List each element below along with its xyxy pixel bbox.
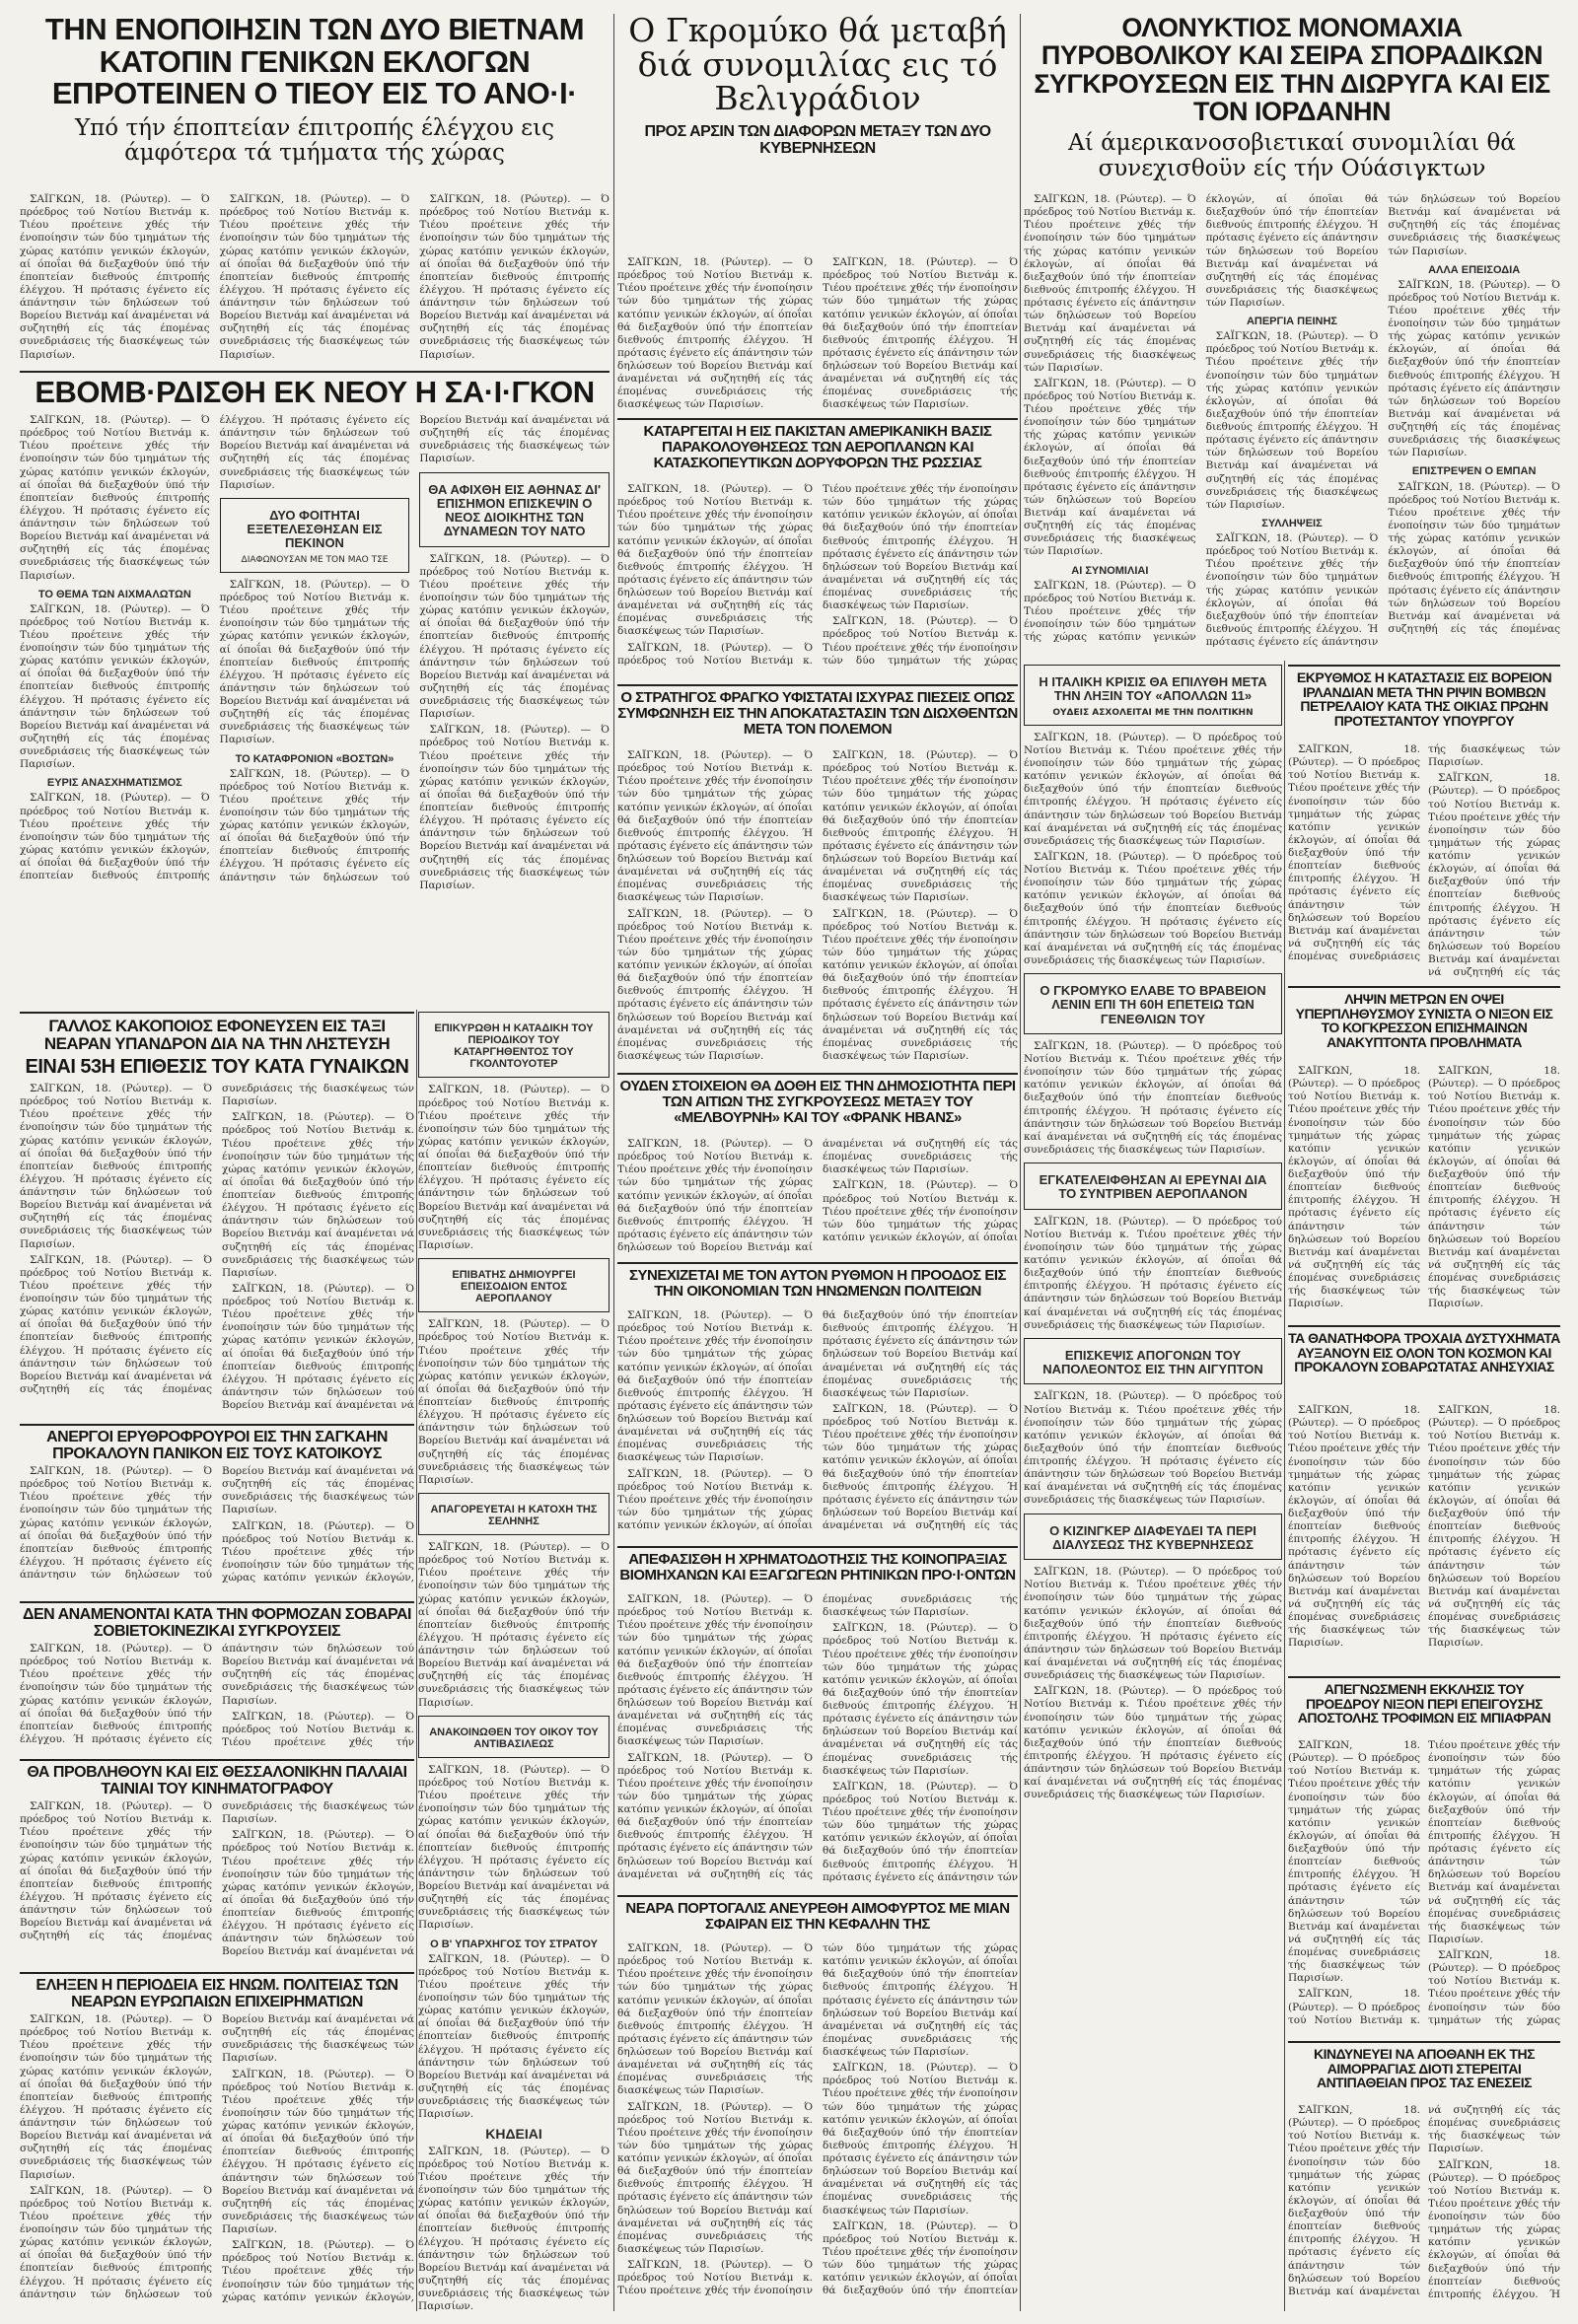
aircraft-headline: ΕΓΚΑΤΕΛΕΙΦΘΗΣΑΝ ΑΙ ΕΡΕΥΝΑΙ ΔΙΑ ΤΟ ΣΥΝΤΡΙΒΕΝ ΑΕΡΟΠΛΑΝΟΝ bbox=[1039, 1172, 1267, 1202]
episodes-subhead: ΑΛΛΑ ΕΠΕΙΣΟΔΙΑ bbox=[1428, 263, 1521, 276]
population-headline: ΛΗΨΙΝ ΜΕΤΡΩΝ ΕΝ ΟΨΕΙ ΥΠΕΡΠΛΗΘΥΣΜΟΥ ΣΥΝΙΣΤΑ Ο ΝΙΞΟΝ ΕΙΣ ΤΟ ΚΟΓΚΡΕΣΣΟΝ ΕΠΙΣΗΜΑΙΝΩΝ ΑΝΑΚΥΠΤΟΝΤΑ ΠΡΟΒΛΗΜΑΤΑ bbox=[1288, 986, 1560, 1050]
body-paragraph: ΣΑΪΓΚΩΝ, 18. (Ρώυτερ). — Ό πρόεδρος τού Νοτίου Βιετνάμ κ. Τιέου προέτεινε χθές τήν ένοποίησιν τών δύο τμημάτων τής χώρας κατόπιν γενικών έκλογών, αί όποΐαι θά διεξαχθούν ύπό τήν έποπτείαν διεθνούς έπιτροπής έλέγχου. Ή πρότασις έγένετο είς άπάντησιν τών δηλώσεων τού Βορείου Βιετνάμ καί άναμένεται νά συζητηθή είς τάς έπομένας συνεδριάσεις τής διασκέψεως τών Παρισίων. bbox=[418, 1541, 610, 1709]
accidents-story bbox=[1288, 1325, 1560, 1374]
column-rule bbox=[416, 1010, 417, 2311]
body-paragraph: ΣΑΪΓΚΩΝ, 18. (Ρώυτερ). — Ό πρόεδρος τού Νοτίου Βιετνάμ κ. Τιέου προέτεινε χθές τήν ένοποίησιν τών δύο τμημάτων τής χώρας κατόπιν γενικών έκλογών, αί όποΐαι θά διεξαχθούν ύπό τήν έποπτείαν διεθνούς έπιτροπής έλέγχου. Ή πρότασις έγένετο είς άπάντησιν τών δηλώσεων τού Βορείου Βιετνάμ καί άναμένεται νά συζητηθή είς τάς έπομένας συνεδριάσεις τής διασκέψεως τών Παρισίων. bbox=[1024, 193, 1196, 374]
body-paragraph: ΣΑΪΓΚΩΝ, 18. (Ρώυτερ). — Ό πρόεδρος τού Νοτίου Βιετνάμ κ. Τιέου προέτεινε χθές τήν ένοποίησιν τών δύο τμημάτων τής χώρας κατόπιν γενικών έκλογών, αί όποΐαι θά διεξαχθούν ύπό τήν έποπτείαν διεθνούς έπιτροπής έλέγχου. Ή πρότασις έγένετο είς άπάντησιν τών δηλώσεων τού Βορείου Βιετνάμ καί άναμένεται νά συζητηθή είς τάς έπομένας συνεδριάσεις τής διασκέψεως τών Παρισίων. bbox=[222, 1111, 414, 1279]
guards-body bbox=[20, 1465, 414, 1593]
accidents-body bbox=[1288, 1404, 1560, 1670]
body-paragraph: ΣΑΪΓΚΩΝ, 18. (Ρώυτερ). — Ό πρόεδρος τού Νοτίου Βιετνάμ κ. Τιέου προέτεινε χθές τήν ένοποίησιν τών δύο τμημάτων τής χώρας κατόπιν γενικών έκλογών, αί όποΐαι θά διεξαχθούν ύπό τήν έποπτείαν διεθνούς έπιτροπής έλέγχου. Ή πρότασις έγένετο είς άπάντησιν τών δηλώσεων τού Βορείου Βιετνάμ καί άναμένεται νά συζητηθή είς τάς έπομένας συνεδριάσεις τής διασκέψεως τών Παρισίων. bbox=[1428, 1404, 1560, 1650]
cinema-body bbox=[20, 1800, 414, 1966]
paris-story bbox=[617, 1895, 1018, 1933]
income-headline: ΣΥΝΕΧΙΖΕΤΑΙ ΜΕ ΤΟΝ ΑΥΤΟΝ ΡΥΘΜΟΝ Η ΠΡΟΟΔΟΣ ΕΙΣ ΤΗΝ ΟΙΚΟΝΟΜΙΑΝ ΤΩΝ ΗΝΩΜΕΝΩΝ ΠΟΛΙΤΕΙΩΝ bbox=[617, 1262, 1018, 1300]
body-paragraph: ΣΑΪΓΚΩΝ, 18. (Ρώυτερ). — Ό πρόεδρος τού Νοτίου Βιετνάμ κ. Τιέου προέτεινε χθές τήν ένοποίησιν τών δύο τμημάτων τής χώρας κατόπιν γενικών έκλογών, bbox=[222, 1519, 414, 1584]
body-paragraph: ΣΑΪΓΚΩΝ, 18. (Ρώυτερ). — Ό πρόεδρος τού Νοτίου Βιετνάμ κ. Τιέου προέτεινε χθές τήν ένοποίησιν τών δύο τμημάτων τής χώρας κατόπιν γενικών έκλογών, αί όποΐαι θά διεξαχθούν ύπό τήν έποπτείαν διεθνούς έπιτροπής έλέγχου. Ή πρότασις έγένετο είς άπάντησιν τών δηλώσεων τού Βορείου Βιετνάμ καί άναμένεται νά συζητηθή είς τάς έπομένας συνεδριάσεις τής διασκέψεως τών Παρισίων. bbox=[20, 2013, 212, 2181]
body-paragraph: ΣΑΪΓΚΩΝ, 18. (Ρώυτερ). — Ό πρόεδρος τού Νοτίου Βιετνάμ κ. Τιέου προέτεινε χθές τήν ένοποίησιν τών δύο τμημάτων τής χώρας κατόπιν γενικών έκλογών, bbox=[222, 2239, 414, 2303]
kiesinger-box bbox=[1024, 1514, 1282, 1561]
body-paragraph: ΣΑΪΓΚΩΝ, 18. (Ρώυτερ). — Ό πρόεδρος τού Νοτίου Βιετνάμ κ. Τιέου προέτεινε χθές τήν ένοποίησιν τών δύο τμημάτων τής χώρας κατόπιν γενικών έκλογών, αί όποΐαι θά διεξαχθούν ύπό τήν έποπτείαν διεθνούς έπιτροπής έλέγχου. Ή πρότασις έγένετο είς άπάντησιν τών δηλώσεων τού Βορείου Βιετνάμ καί άναμένεται νά συζητηθή είς τάς έπομένας συνεδριάσεις τής διασκέψεως τών Παρισίων. bbox=[617, 483, 813, 638]
body-paragraph: ΣΑΪΓΚΩΝ, 18. (Ρώυτερ). — Ό πρόεδρος τού Νοτίου Βιετνάμ κ. Τιέου προέτεινε χθές τήν ένοποίησιν τών δύο τμημάτων τής χώρας κατόπιν γενικών έκλογών, αί όποΐαι θά διεξαχθούν ύπό τήν έποπτείαν διεθνούς έπιτροπής έλέγχου. Ή πρότασις έγένετο είς άπάντησιν τών δηλώσεων τού Βορείου Βιετνάμ καί άναμένεται νά συζητηθή είς τάς έπομένας συνεδριάσεις τής διασκέψεως τών Παρισίων. bbox=[823, 907, 1018, 1062]
body-paragraph: ΣΑΪΓΚΩΝ, 18. (Ρώυτερ). — Ό πρόεδρος τού Νοτίου Βιετνάμ κ. Τιέου προέτεινε χθές τήν ένοποίησιν τών δύο τμημάτων τής χώρας κατόπιν γενικών έκλογών, αί όποΐαι θά διεξαχθούν ύπό τήν έποπτείαν διεθνούς έπιτροπής έλέγχου. Ή πρότασις έγένετο είς άπάντησιν τών δηλώσεων τού Βορείου Βιετνάμ καί άναμένεται νά συζητηθή είς τάς έπομένας συνεδριάσεις τής διασκέψεως τών Παρισίων. bbox=[418, 1084, 610, 1251]
napoleon-box bbox=[1024, 1338, 1282, 1385]
body-paragraph: ΣΑΪΓΚΩΝ, 18. (Ρώυτερ). — Ό πρόεδρος τού Νοτίου Βιετνάμ κ. Τιέου προέτεινε χθές τήν ένοποίησιν τών δύο τμημάτων τής χώρας κατόπιν γενικών έκλογών, αί όποΐαι θά διεξαχθούν ύπό τήν έποπτείαν διεθνούς έπιτροπής έλέγχου. Ή πρότασις έγένετο είς άπάντησιν τών δηλώσεων τού Βορείου Βιετνάμ καί άναμένεται νά συζητηθή είς τάς έπομένας συνεδριάσεις τής διασκέψεως τών Παρισίων. bbox=[617, 2100, 813, 2255]
body-paragraph: ΣΑΪΓΚΩΝ, 18. (Ρώυτερ). — Ό πρόεδρος τού Νοτίου Βιετνάμ κ. Τιέου προέτεινε χθές τήν ένοποίησιν τών δύο τμημάτων τής χώρας κατόπιν γενικών έκλογών, αί όποΐαι θά διεξαχθούν ύπό τήν έποπτείαν διεθνούς έπιτροπής έλέγχου. Ή πρότασις έγένετο είς άπάντησιν τών δηλώσεων τού Βορείου Βιετνάμ καί άναμένεται νά συζητηθή είς τάς έπομένας συνεδριάσεις τής διασκέψεως τών Παρισίων. bbox=[1205, 193, 1560, 649]
pakistan-story bbox=[617, 418, 1018, 470]
body-paragraph: ΣΑΪΓΚΩΝ, 18. (Ρώυτερ). — Ό πρόεδρος τού Νοτίου Βιετνάμ κ. Τιέου προέτεινε χθές τήν ένοποίησιν τών δύο τμημάτων τής χώρας κατόπιν γενικών έκλογών, αί όποΐαι θά διεξαχθούν ύπό τήν έποπτείαν διεθνούς έπιτροπής έλέγχου. Ή πρότασις έγένετο είς άπάντησιν τών δηλώσεων τού Βορείου Βιετνάμ καί άναμένεται νά bbox=[222, 1282, 414, 1411]
ireland-headline: ΕΚΡΥΘΜΟΣ Η ΚΑΤΑΣΤΑΣΙΣ ΕΙΣ ΒΟΡΕΙΟΝ ΙΡΛΑΝΔΙΑΝ ΜΕΤΑ ΤΗΝ ΡΙΨΙΝ ΒΟΜΒΩΝ ΠΕΤΡΕΛΑΙΟΥ ΚΑΤΑ ΤΗΣ ΟΙΚΙΑΣ ΠΡΩΗΝ ΠΡΟΤΕΣΤΑΝΤΟΥ ΥΠΟΥΡΓΟΥ bbox=[1288, 665, 1560, 729]
bombing-body bbox=[20, 414, 610, 1008]
students-box bbox=[220, 498, 410, 573]
ireland-body bbox=[1288, 743, 1560, 980]
body-paragraph: ΣΑΪΓΚΩΝ, 18. (Ρώυτερ). — Ό πρόεδρος τού Νοτίου Βιετνάμ κ. Τιέου προέτεινε χθές τήν bbox=[222, 1710, 414, 1748]
body-paragraph: ΣΑΪΓΚΩΝ, 18. (Ρώυτερ). — Ό πρόεδρος τού Νοτίου Βιετνάμ κ. Τιέου προέτεινε χθές τήν ένοποίησιν τών δύο τμημάτων τής χώρας κατόπιν γενικών έκλογών, αί όποΐαι θά διεξαχθούν ύπό τήν έποπτείαν διεθνούς έπιτροπής έλέγχου. Ή πρότασις έγένετο είς άπάντησιν τών δηλώσεων τού Βορείου Βιετνάμ καί άναμένεται νά συζητηθή είς τάς έπομένας συνεδριάσεις τής διασκέψεως τών Παρισίων. bbox=[419, 193, 610, 361]
body-paragraph: ΣΑΪΓΚΩΝ, 18. (Ρώυτερ). — Ό πρόεδρος τού Νοτίου Βιετνάμ κ. Τιέου προέτεινε χθές τήν ένοποίησιν τών δύο τμημάτων τής χώρας κατόπιν γενικών έκλογών, αί όποΐαι θά διεξαχθούν ύπό τήν έποπτείαν διεθνούς έπιτροπής έλέγχου. Ή πρότασις έγένετο είς άπάντησιν τών δηλώσεων τού Βορείου Βιετνάμ καί άναμένεται νά συζητηθή είς τάς έπομένας συνεδριάσεις τής διασκέψεως τών Παρισίων. bbox=[1288, 1404, 1420, 1650]
accidents-headline: ΤΑ ΘΑΝΑΤΗΦΟΡΑ ΤΡΟΧΑΙΑ ΔΥΣΤΥΧΗΜΑΤΑ ΑΥΞΑΝΟΥΝ ΕΙΣ ΟΛΟΝ ΤΟΝ ΚΟΣΜΟΝ ΚΑΙ ΠΡΟΚΑΛΟΥΝ ΣΟΒΑΡΩΤΑΤΑΣ ΑΝΗΣΥΧΙΑΣ bbox=[1288, 1325, 1560, 1374]
eban-subhead: ΕΠΙΣΤΡΕΨΕΝ Ο ΕΜΠΑΝ bbox=[1411, 465, 1537, 478]
body-paragraph: ΣΑΪΓΚΩΝ, 18. (Ρώυτερ). — Ό πρόεδρος τού Νοτίου Βιετνάμ κ. Τιέου προέτεινε χθές τήν ένοποίησιν τών δύο τμημάτων τής χώρας κατόπιν γενικών έκλογών, αί όποΐαι θά διεξαχθούν ύπό τήν έποπτείαν διεθνούς έπιτροπής έλέγχου. Ή πρότασις έγένετο είς άπάντησιν τών δηλώσεων τού Βορείου Βιετνάμ καί άναμένεται νά συζητηθή είς τάς έπομένας συνεδριάσεις τής διασκέψεως τών Παρισίων. bbox=[1024, 1039, 1282, 1156]
tour-body bbox=[20, 2013, 414, 2309]
body-paragraph: ΣΑΪΓΚΩΝ, 18. (Ρώυτερ). — Ό πρόεδρος τού Νοτίου Βιετνάμ κ. Τιέου προέτεινε χθές τήν ένοποίησιν τών δύο τμημάτων τής χώρας κατόπιν γενικών έκλογών, αί όποΐαι θά διεξαχθούν ύπό τήν έποπτείαν διεθνούς έπιτροπής έλέγχου. Ή πρότασις έγένετο είς άπάντησιν τών δηλώσεων τού Βορείου Βιετνάμ καί άναμένεται νά συζητηθή είς τάς έπομένας συνεδριάσεις τής διασκέψεως τών Παρισίων. bbox=[20, 2013, 414, 2300]
hemorrhage-story bbox=[1288, 2041, 1560, 2090]
newspaper-page bbox=[20, 11, 1560, 2311]
body-paragraph: ΣΑΪΓΚΩΝ, 18. (Ρώυτερ). — Ό πρόεδρος τού Νοτίου Βιετνάμ κ. Τιέου προέτεινε χθές τήν ένοποίησιν τών δύο τμημάτων τής χώρας κατόπιν γενικών έκλογών, αί όποΐαι θά διεξαχθούν ύπό τήν έποπτείαν διεθνούς έπιτροπής έλέγχου. Ή πρότασις έγένετο είς άπάντησιν τών δηλώσεων τού Βορείου Βιετνάμ καί άναμένεται νά συζητηθή είς τάς έπομένας συνεδριάσεις τής διασκέψεως τών Παρισίων. bbox=[617, 1309, 813, 1464]
body-paragraph: ΣΑΪΓΚΩΝ, 18. (Ρώυτερ). — Ό πρόεδρος τού Νοτίου Βιετνάμ κ. Τιέου προέτεινε χθές τήν ένοποίησιν τών δύο τμημάτων τής χώρας κατόπιν γενικών έκλογών, αί όποΐαι θά διεξαχθούν ύπό τήν έποπτείαν διεθνούς έπιτροπής έλέγχου. Ή πρότασις έγένετο είς άπάντησιν τών δηλώσεων τού Βορείου Βιετνάμ καί άναμένεται νά συζητηθή είς τάς έπομένας συνεδριάσεις τής διασκέψεως τών Παρισίων. bbox=[617, 749, 813, 904]
column-rule bbox=[613, 14, 614, 2311]
body-paragraph: ΣΑΪΓΚΩΝ, 18. (Ρώυτερ). — Ό πρόεδρος τού Νοτίου Βιετνάμ κ. Τιέου προέτεινε χθές τήν ένοποίησιν τών δύο τμημάτων τής χώρας κατόπιν γενικών έκλογών, αί όποΐαι θά διεξαχθούν ύπό τήν έποπτείαν διεθνούς έπιτροπής έλέγχου. Ή πρότασις έγένετο είς άπάντησιν τών δηλώσεων τού Βορείου Βιετνάμ καί άναμένεται νά συζητηθή είς τάς έπομένας συνεδριάσεις τής διασκέψεως τών Παρισίων. bbox=[20, 414, 210, 582]
body-paragraph: ΣΑΪΓΚΩΝ, 18. (Ρώυτερ). — Ό πρόεδρος τού Νοτίου Βιετνάμ κ. Τιέου προέτεινε χθές τήν ένοποίησιν τών δύο τμημάτων τής χώρας κατόπιν γενικών έκλογών, αί όποΐαι θά διεξαχθούν ύπό τήν έποπτείαν διεθνούς έπιτροπής έλέγχου. Ή πρότασις έγένετο είς άπάντησιν τών δηλώσεων τού Βορείου Βιετνάμ καί άναμένεται νά συζητηθή είς τάς έπομένας συνεδριάσεις τής διασκέψεως τών Παρισίων. bbox=[617, 1942, 813, 2097]
army-headline: Ο Β' ΥΠΑΡΧΗΓΟΣ ΤΟΥ ΣΤΡΑΤΟΥ bbox=[430, 1937, 598, 1950]
kiesinger-headline: Ο ΚΙΖΙΝΓΚΕΡ ΔΙΑΦΕΥΔΕΙ ΤΑ ΠΕΡΙ ΔΙΑΛΥΣΕΩΣ ΤΗΣ ΚΥΒΕΡΝΗΣΕΩΣ bbox=[1049, 1522, 1256, 1552]
eec-body bbox=[617, 1593, 1018, 1889]
hemorrhage-body bbox=[1288, 2104, 1560, 2309]
body-paragraph: ΣΑΪΓΚΩΝ, 18. (Ρώυτερ). — Ό πρόεδρος τού Νοτίου Βιετνάμ κ. Τιέου προέτεινε χθές τήν ένοποίησιν τών δύο τμημάτων τής χώρας κατόπιν γενικών έκλογών, αί όποΐαι θά διεξαχθούν ύπό τήν έποπτείαν διεθνούς έπιτροπής έλέγχου. Ή πρότασις έγένετο είς άπάντησιν τών δηλώσεων τού Βορείου Βιετνάμ καί άναμένεται νά συζητηθή είς τάς έπομένας συνεδριάσεις τής διασκέψεως τών Παρισίων. bbox=[823, 2062, 1018, 2217]
body-paragraph: ΣΑΪΓΚΩΝ, 18. (Ρώυτερ). — Ό πρόεδρος τού Νοτίου Βιετνάμ κ. Τιέου προέτεινε χθές τήν ένοποίησιν τών δύο τμημάτων τής χώρας κατόπιν γενικών έκλογών, αί όποΐαι θά διεξαχθούν ύπό τήν έποπτείαν διεθνούς έπιτροπής έλέγχου. Ή πρότασις έγένετο είς άπάντησιν τών δηλώσεων τού Βορείου Βιετνάμ καί άναμένεται νά συζητηθή είς τάς έπομένας συνεδριάσεις τής διασκέψεως τών Παρισίων. bbox=[219, 193, 410, 361]
franco-headline: Ο ΣΤΡΑΤΗΓΟΣ ΦΡΑΓΚΟ ΥΦΙΣΤΑΤΑΙ ΙΣΧΥΡΑΣ ΠΙΕΣΕΙΣ ΟΠΩΣ ΣΥΜΦΩΝΗΣΗ ΕΙΣ ΤΗΝ ΑΠΟΚΑΤΑΣΤΑΣΙΝ ΤΩΝ ΔΙΩΧΘΕΝΤΩΝ ΜΕΤΑ ΤΟΝ ΠΟΛΕΜΟΝ bbox=[617, 684, 1018, 737]
aixmalotoi-subhead: ΤΟ ΘΕΜΑ ΤΩΝ ΑΙΧΜΑΛΩΤΩΝ bbox=[37, 588, 191, 600]
body-paragraph: ΣΑΪΓΚΩΝ, 18. (Ρώυτερ). — Ό πρόεδρος τού Νοτίου Βιετνάμ κ. Τιέου προέτεινε χθές τήν ένοποίησιν τών δύο τμημάτων τής χώρας κατόπιν γενικών έκλογών, αί όποΐαι θά διεξαχθούν ύπό τήν έποπτείαν διεθνούς έπιτροπής έλέγχου. Ή πρότασις έγένετο είς άπάντησιν τών δηλώσεων τού Βορείου Βιετνάμ καί άναμένεται νά συζητηθή είς τάς bbox=[823, 1402, 1018, 1531]
pakistan-body bbox=[617, 483, 1018, 676]
vietnam-headline: ΤΗΝ ΕΝΟΠΟΙΗΣΙΝ ΤΩΝ ΔΥΟ ΒΙΕΤΝΑΜ ΚΑΤΟΠΙΝ ΓΕΝΙΚΩΝ ΕΚΛΟΓΩΝ ΕΠΡΟΤΕΙΝΕΝ Ο ΤΙΕΟΥ ΕΙΣ ΤΟ ΑΝΟ·Ι· bbox=[44, 12, 585, 111]
body-paragraph: ΣΑΪΓΚΩΝ, 18. (Ρώυτερ). — Ό πρόεδρος τού Νοτίου Βιετνάμ κ. Τιέου προέτεινε χθές τήν ένοποίησιν τών δύο τμημάτων τής χώρας κατόπιν γενικών έκλογών, αί όποΐαι θά διεξαχθούν ύπό τήν έποπτείαν διεθνούς έπιτροπής έλέγχου. Ή πρότασις έγένετο είς άπάντησιν τών δηλώσεων τού Βορείου Βιετνάμ καί άναμένεται νά συζητηθή είς τάς έπομένας συνεδριάσεις τής διασκέψεως τών Παρισίων. bbox=[20, 1800, 414, 1942]
income-story bbox=[617, 1262, 1018, 1300]
body-paragraph: ΣΑΪΓΚΩΝ, 18. (Ρώυτερ). — Ό πρόεδρος τού Νοτίου Βιετνάμ κ. Τιέου προέτεινε χθές τήν ένοποίησιν τών δύο τμημάτων τής χώρας κατόπιν γενικών έκλογών, αί όποΐαι θά διεξαχθούν ύπό τήν έποπτείαν διεθνούς έπιτροπής έλέγχου. Ή πρότασις έγένετο είς άπάντησιν τών δηλώσεων τού Βορείου Βιετνάμ καί άναμένεται νά συζητηθή είς τάς έπομένας συνεδριάσεις τής διασκέψεως τών Παρισίων. bbox=[1205, 330, 1379, 511]
gromyko-headline: Ο Γκρομύκο θά μεταβή διά συνομιλίας εις τό Βελιγράδιον bbox=[628, 11, 1007, 118]
body-paragraph: ΣΑΪΓΚΩΝ, 18. (Ρώυτερ). — Ό πρόεδρος τού Νοτίου Βιετνάμ κ. Τιέου προέτεινε χθές τήν ένοποίησιν τών δύο τμημάτων τής χώρας κατόπιν γενικών έκλογών, αί όποΐαι θά διεξαχθούν ύπό τήν έποπτείαν διεθνούς έπιτροπής έλέγχου. Ή πρότασις έγένετο είς άπάντησιν τών δηλώσεων τού Βορείου Βιετνάμ καί άναμένεται νά συζητηθή είς τάς έπομένας συνεδριάσεις τής διασκέψεως τών Παρισίων. bbox=[617, 1309, 1018, 1531]
body-paragraph: ΣΑΪΓΚΩΝ, 18. (Ρώυτερ). — Ό πρόεδρος τού Νοτίου Βιετνάμ κ. Τιέου προέτεινε χθές τήν ένοποίησιν τών δύο τμημάτων τής χώρας κατόπιν γενικών έκλογών, αί όποΐαι θά διεξαχθούν ύπό τήν έποπτείαν διεθνούς έπιτροπής έλέγχου. Ή πρότασις έγένετο είς άπάντησιν τών δηλώσεων τού Βορείου Βιετνάμ καί άναμένεται νά συζητηθή είς τάς έπομένας συνεδριάσεις τής διασκέψεως τών Παρισίων. bbox=[1024, 377, 1196, 558]
body-paragraph: ΣΑΪΓΚΩΝ, 18. (Ρώυτερ). — Ό πρόεδρος τού Νοτίου Βιετνάμ κ. Τιέου προέτεινε χθές τήν ένοποίησιν τών δύο τμημάτων τής χώρας κατόπιν γενικών έκλογών, αί όποΐαι θά διεξαχθούν ύπό τήν έποπτείαν διεθνούς έπιτροπής έλέγχου. Ή πρότασις έγένετο είς άπάντησιν τών δηλώσεων τού Βορείου Βιετνάμ καί άναμένεται νά συζητηθή είς τάς έπομένας συνεδριάσεις τής διασκέψεως τών Παρισίων. bbox=[20, 193, 210, 361]
body-paragraph: ΣΑΪΓΚΩΝ, 18. (Ρώυτερ). — Ό πρόεδρος τού Νοτίου Βιετνάμ κ. Τιέου προέτεινε χθές τήν ένοποίησιν τών δύο τμημάτων τής χώρας κατόπιν γενικών έκλογών, αί όποΐαι θά διεξαχθούν ύπό τήν έποπτείαν διεθνούς έπιτροπής έλέγχου. Ή πρότασις έγένετο είς άπάντησιν τών δηλώσεων τού Βορείου Βιετνάμ καί άναμένεται νά συζητηθή είς τάς έπομένας συνεδριάσεις τής διασκέψεως τών Παρισίων. bbox=[219, 414, 610, 883]
tour-headline: ΕΛΗΞΕΝ Η ΠΕΡΙΟΔΕΙΑ ΕΙΣ ΗΝΩΜ. ΠΟΛΙΤΕΙΑΣ ΤΩΝ ΝΕΑΡΩΝ ΕΥΡΩΠΑΙΩΝ ΕΠΙΧΕΙΡΗΜΑΤΙΩΝ bbox=[20, 1972, 414, 2011]
population-story bbox=[1288, 986, 1560, 1050]
population-body bbox=[1288, 1065, 1560, 1319]
body-paragraph: ΣΑΪΓΚΩΝ, 18. (Ρώυτερ). — Ό πρόεδρος τού Νοτίου Βιετνάμ κ. Τιέου προέτεινε χθές τήν ένοποίησιν τών δύο τμημάτων τής χώρας κατόπιν γενικών έκλογών, αί όποΐαι θά διεξαχθούν ύπό τήν έποπτείαν διεθνούς έπιτροπής έλέγχου. Ή πρότασις έγένετο είς άπάντησιν τών δηλώσεων τού Βορείου Βιετνάμ καί άναμένεται νά συζητηθή είς τάς έπομένας συνεδριάσεις τής διασκέψεως τών Παρισίων. bbox=[419, 552, 610, 721]
bostan-subhead: ΤΟ ΚΑΤΑΦΡΟΝΙΟΝ «ΒΟΣΤΩΝ» bbox=[235, 752, 394, 765]
announce-headline: ΑΝΑΚΟΙΝΩΘΕΝ ΤΟΥ ΟΙΚΟΥ ΤΟΥ ΑΝΤΙΒΑΣΙΛΕΩΣ bbox=[429, 1725, 599, 1750]
talks-subhead: ΑΙ ΣΥΝΟΜΙΛΙΑΙ bbox=[1071, 564, 1149, 577]
cinema-headline: ΘΑ ΠΡΟΒΛΗΘΟΥΝ ΚΑΙ ΕΙΣ ΘΕΣΣΑΛΟΝΙΚΗΝ ΠΑΛΑΙΑΙ ΤΑΙΝΙΑΙ ΤΟΥ ΚΙΝΗΜΑΤΟΓΡΑΦΟΥ bbox=[20, 1759, 414, 1798]
body-paragraph: ΣΑΪΓΚΩΝ, 18. (Ρώυτερ). — Ό πρόεδρος τού Νοτίου Βιετνάμ κ. Τιέου προέτεινε χθές τήν ένοποίησιν τών δύο τμημάτων τής χώρας κατόπιν γενικών έκλογών, αί όποΐαι θά διεξαχθούν ύπό τήν έποπτείαν διεθνούς έπιτροπής έλέγχου. Ή πρότασις έγένετο είς άπάντησιν τών δηλώσεων τού Βορείου Βιετνάμ καί άναμένεται νά συζητηθή είς τάς έπομένας συνεδριάσεις τής διασκέψεως τών Παρισίων. bbox=[1288, 1739, 1420, 1985]
body-paragraph: ΣΑΪΓΚΩΝ, 18. (Ρώυτερ). — Ό πρόεδρος τού Νοτίου Βιετνάμ κ. Τιέου προέτεινε χθές τήν ένοποίησιν τών δύο τμημάτων τής χώρας κατόπιν γενικών έκλογών, αί όποΐαι θά διεξαχθούν ύπό τήν έποπτείαν διεθνούς έπιτροπής έλέγχου. Ή πρότασις έγένετο είς άπάντησιν τών δηλώσεων τού Βορείου Βιετνάμ καί άναμένεται νά συζητηθή είς τάς bbox=[1428, 772, 1560, 979]
bombing-headline: ΕΒΟΜΒ·ΡΔΙΣΘΗ ΕΚ ΝΕΟΥ Η ΣΑ·Ι·ΓΚΟΝ bbox=[20, 371, 610, 409]
announce-box bbox=[418, 1716, 610, 1758]
body-paragraph: ΣΑΪΓΚΩΝ, 18. (Ρώυτερ). — Ό πρόεδρος τού Νοτίου Βιετνάμ κ. Τιέου προέτεινε χθές τήν ένοποίησιν τών δύο τμημάτων τής χώρας κατόπιν γενικών έκλογών, αί όποΐαι θά διεξαχθούν ύπό τήν έποπτείαν διεθνούς έπιτροπής έλέγχου. Ή πρότασις έγένετο είς άπάντησιν τών δηλώσεων τού Βορείου Βιετνάμ καί άναμένεται νά συζητηθή είς τάς έπομένας συνεδριάσεις τής διασκέψεως τών Παρισίων. bbox=[20, 414, 410, 882]
nato-box bbox=[419, 472, 610, 547]
guards-headline: ΑΝΕΡΓΟΙ ΕΡΥΘΡΟΦΡΟΥΡΟΙ ΕΙΣ ΤΗΝ ΣΑΓΚΑΗΝ ΠΡΟΚΑΛΟΥΝ ΠΑΝΙΚΟΝ ΕΙΣ ΤΟΥΣ ΚΑΤΟΙΚΟΥΣ bbox=[20, 1424, 414, 1463]
column-rule bbox=[1284, 661, 1285, 2311]
aircraft-box bbox=[1024, 1162, 1282, 1210]
body-paragraph: ΣΑΪΓΚΩΝ, 18. (Ρώυτερ). — Ό πρόεδρος τού Νοτίου Βιετνάμ κ. Τιέου προέτεινε χθές τήν ένοποίησιν τών δύο τμημάτων τής χώρας κατόπιν γενικών έκλογών, αί όποΐαι θά διεξαχθούν ύπό τήν έποπτείαν διεθνούς έπιτροπής έλέγχου. Ή πρότασις έγένετο είς άπάντησιν τών δηλώσεων τού Βορείου Βιετνάμ καί άναμένεται νά συζητηθή είς τάς έπομένας bbox=[1388, 480, 1560, 635]
formosa-story bbox=[20, 1601, 414, 1641]
gromyko-subheadline: ΠΡΟΣ ΑΡΣΙΝ ΤΩΝ ΔΙΑΦΟΡΩΝ ΜΕΤΑΞΥ ΤΩΝ ΔΥΟ ΚΥΒΕΡΝΗΣΕΩΝ bbox=[644, 122, 991, 157]
napoleon-headline: ΕΠΙΣΚΕΨΙΣ ΑΠΟΓΟΝΩΝ ΤΟΥ ΝΑΠΟΛΕΟΝΤΟΣ ΕΙΣ ΤΗΝ ΑΙΓΥΠΤΟΝ bbox=[1042, 1347, 1263, 1377]
income-body bbox=[617, 1309, 1018, 1540]
melbourne-body bbox=[617, 1138, 1018, 1256]
body-paragraph: ΣΑΪΓΚΩΝ, 18. (Ρώυτερ). — Ό πρόεδρος τού Νοτίου Βιετνάμ κ. Τιέου προέτεινε χθές τήν ένοποίησιν τών δύο τμημάτων τής χώρας κατόπιν γενικών έκλογών, αί όποΐαι θά διεξαχθούν ύπό τήν έποπτείαν διεθνούς έπιτροπής έλέγχου. Ή πρότασις έγένετο είς άπάντησιν τών δηλώσεων τού Βορείου Βιετνάμ καί άναμένεται νά συζητηθή είς τάς έπομένας συνεδριάσεις τής διασκέψεως τών Παρισίων. bbox=[418, 1763, 610, 1932]
gallic-subheadline: ΕΙΝΑΙ 53Η ΕΠΙΘΕΣΙΣ ΤΟΥ ΚΑΤΑ ΓΥΝΑΙΚΩΝ bbox=[25, 1055, 409, 1078]
italy-box bbox=[1024, 665, 1282, 726]
gallic-body bbox=[20, 1083, 414, 1418]
moon-box bbox=[418, 1493, 610, 1535]
biafra-story bbox=[1288, 1676, 1560, 1725]
body-paragraph: ΣΑΪΓΚΩΝ, 18. (Ρώυτερ). — Ό πρόεδρος τού Νοτίου Βιετνάμ κ. Τιέου προέτεινε χθές τήν ένοποίησιν τών δύο τμημάτων τής χώρας κατόπιν γενικών έκλογών, αί όποΐαι θά διεξαχθούν ύπό τήν έποπτείαν διεθνούς έπιτροπής έλέγχου. Ή πρότασις έγένετο είς άπάντησιν τών δηλώσεων τού Βορείου Βιετνάμ καί άναμένεται νά συζητηθή είς τάς έπομένας συνεδριάσεις τής διασκέψεως τών Παρισίων. bbox=[1288, 2104, 1560, 2297]
canal-headline: ΟΛΟΝΥΚΤΙΟΣ ΜΟΝΟΜΑΧΙΑ ΠΥΡΟΒΟΛΙΚΟΥ ΚΑΙ ΣΕΙΡΑ ΣΠΟΡΑΔΙΚΩΝ ΣΥΓΚΡΟΥΣΕΩΝ ΕΙΣ ΤΗΝ ΔΙΩΡΥΓΑ ΚΑΙ ΕΙΣ ΤΟΝ ΙΟΡΔΑΝΗΝ bbox=[1034, 13, 1550, 127]
body-paragraph: ΣΑΪΓΚΩΝ, 18. (Ρώυτερ). — Ό πρόεδρος τού Νοτίου Βιετνάμ κ. Τιέου προέτεινε χθές τήν ένοποίησιν τών δύο τμημάτων τής χώρας κατόπιν γενικών έκλογών, αί όποΐαι θά διεξαχθούν ύπό τήν έποπτείαν διεθνούς έπιτροπής έλέγχου. Ή πρότασις έγένετο είς άπάντησιν τών δηλώσεων τού Βορείου Βιετνάμ καί άναμένεται νά συζητηθή είς τάς έπομένας συνεδριάσεις τής διασκέψεως τών Παρισίων. bbox=[20, 1465, 414, 1581]
body-paragraph: ΣΑΪΓΚΩΝ, 18. (Ρώυτερ). — Ό πρόεδρος τού Νοτίου Βιετνάμ κ. Τιέου προέτεινε χθές τήν ένοποίησιν τών δύο τμημάτων τής χώρας κατόπιν γενικών έκλογών, αί όποΐαι θά διεξαχθούν ύπό τήν έποπτείαν διεθνούς έπιτροπής έλέγχου. Ή πρότασις έγένετο είς άπάντησιν τών δηλώσεων τού Βορείου Βιετνάμ καί άναμένεται νά συζητηθή είς τάς έπομένας συνεδριάσεις τής διασκέψεως τών Παρισίων. bbox=[1288, 1739, 1560, 2026]
body-paragraph: ΣΑΪΓΚΩΝ, 18. (Ρώυτερ). — Ό πρόεδρος τού Νοτίου Βιετνάμ κ. Τιέου προέτεινε χθές τήν ένοποίησιν τών δύο τμημάτων τής χώρας κατόπιν γενικών έκλογών, αί όποΐαι θά διεξαχθούν ύπό τήν έποπτείαν διεθνούς έπιτροπής έλέγχου. Ή πρότασις έγένετο είς άπάντησιν τών δηλώσεων τού Βορείου Βιετνάμ καί άναμένεται νά συζητηθή είς τάς έπομένας συνεδριάσεις τής διασκέψεως τών Παρισίων. bbox=[617, 1138, 1018, 1253]
body-paragraph: ΣΑΪΓΚΩΝ, 18. (Ρώυτερ). — Ό πρόεδρος τού Νοτίου Βιετνάμ κ. Τιέου προέτεινε χθές τήν ένοποίησιν τών δύο τμημάτων τής χώρας κατόπιν γενικών έκλογών, αί όποΐαι θά διεξαχθούν ύπό τήν έποπτείαν διεθνούς έπιτροπής έλέγχου. Ή πρότασις έγένετο είς άπάντησιν τών δηλώσεων τού Βορείου Βιετνάμ καί άναμένεται νά συζητηθή είς τάς έπομένας συνεδριάσεις τής διασκέψεως τών Παρισίων. bbox=[1024, 850, 1282, 966]
formosa-body bbox=[20, 1643, 414, 1753]
body-paragraph: ΣΑΪΓΚΩΝ, 18. (Ρώυτερ). — Ό πρόεδρος τού Νοτίου Βιετνάμ κ. Τιέου προέτεινε χθές τήν ένοποίησιν τών δύο τμημάτων τής χώρας κατόπιν γενικών έκλογών, αί όποΐαι θά διεξαχθούν ύπό τήν έποπτείαν διεθνούς έπιτροπής έλέγχου. Ή πρότασις έγένετο είς άπάντησιν τών δηλώσεων τού Βορείου Βιετνάμ καί άναμένεται νά συζητηθή είς τάς έπομένας συνεδριάσεις τής διασκέψεως τών Παρισίων. bbox=[823, 1622, 1018, 1777]
body-paragraph: ΣΑΪΓΚΩΝ, 18. (Ρώυτερ). — Ό πρόεδρος τού Νοτίου Βιετνάμ κ. Τιέου προέτεινε χθές τήν ένοποίησιν τών δύο τμημάτων τής χώρας κατόπιν γενικών έκλογών, αί όποΐαι θά διεξαχθούν ύπό τήν έποπτείαν διεθνούς έπιτροπής έλέγχου. Ή πρότασις έγένετο είς άπάντησιν τών δηλώσεων τού Βορείου Βιετνάμ καί άναμένεται νά συζητηθή είς τάς έπομένας συνεδριάσεις τής διασκέψεως τών Παρισίων. bbox=[1024, 1566, 1282, 1682]
body-paragraph: ΣΑΪΓΚΩΝ, 18. (Ρώυτερ). — Ό πρόεδρος τού Νοτίου Βιετνάμ κ. Τιέου προέτεινε χθές τήν ένοποίησιν τών δύο τμημάτων τής χώρας κατόπιν γενικών έκλογών, αί όποΐαι θά διεξαχθούν ύπό τήν έποπτείαν διεθνούς έπιτροπής έλέγχου. Ή πρότασις έγένετο είς άπάντησιν τών δηλώσεων τού Βορείου Βιετνάμ καί άναμένεται νά συζητηθή είς τάς έπομένας συνεδριάσεις τής διασκέψεως τών Παρισίων. bbox=[418, 2145, 610, 2311]
left-narrow-column bbox=[418, 1012, 610, 2311]
melbourne-headline: ΟΥΔΕΝ ΣΤΟΙΧΕΙΟΝ ΘΑ ΔΟΘΗ ΕΙΣ ΤΗΝ ΔΗΜΟΣΙΟΤΗΤΑ ΠΕΡΙ ΤΩΝ ΑΙΤΙΩΝ ΤΗΣ ΣΥΓΚΡΟΥΣΕΩΣ ΜΕΤΑΞΥ ΤΟΥ «ΜΕΛΒΟΥΡΝΗ» ΚΑΙ ΤΟΥ «ΦΡΑΝΚ ΗΒΑΝΣ» bbox=[617, 1073, 1018, 1125]
vietnam-body bbox=[20, 193, 610, 369]
body-paragraph: ΣΑΪΓΚΩΝ, 18. (Ρώυτερ). — Ό πρόεδρος τού Νοτίου Βιετνάμ κ. Τιέου προέτεινε χθές τήν ένοποίησιν τών δύο τμημάτων τής χώρας bbox=[823, 615, 1018, 667]
body-paragraph: ΣΑΪΓΚΩΝ, 18. (Ρώυτερ). — Ό πρόεδρος τού Νοτίου Βιετνάμ κ. Τιέου προέτεινε χθές τήν ένοποίησιν τών δύο τμημάτων τής χώρας κατόπιν γενικών έκλογών, αί όποΐαι θά διεξαχθούν ύπό τήν έποπτείαν διεθνούς έπιτροπής έλέγχου. Ή πρότασις έγένετο είς άπάντησιν τών δηλώσεων τού Βορείου Βιετνάμ καί άναμένεται νά συζητηθή είς τάς έπομένας συνεδριάσεις τής διασκέψεως τών Παρισίων. bbox=[617, 483, 1018, 667]
body-paragraph: ΣΑΪΓΚΩΝ, 18. (Ρώυτερ). — Ό πρόεδρος τού Νοτίου Βιετνάμ κ. Τιέου προέτεινε χθές τήν ένοποίησιν τών δύο τμημάτων τής χώρας κατόπιν γενικών έκλογών, αί όποΐαι θά διεξαχθούν ύπό τήν έποπτείαν διεθνούς έπιτροπής έλέγχου. Ή πρότασις έγένετο είς άπάντησιν τών bbox=[823, 1780, 1018, 1883]
franco-story bbox=[617, 684, 1018, 737]
pakistan-headline: ΚΑΤΑΡΓΕΙΤΑΙ Η ΕΙΣ ΠΑΚΙΣΤΑΝ ΑΜΕΡΙΚΑΝΙΚΗ ΒΑΣΙΣ ΠΑΡΑΚΟΛΟΥΘΗΣΕΩΣ ΤΩΝ ΑΕΡΟΠΛΑΝΩΝ ΚΑΙ ΚΑΤΑΣΚΟΠΕΥΤΙΚΩΝ ΔΟΡΥΦΟΡΩΝ ΤΗΣ ΡΩΣΣΙΑΣ bbox=[617, 418, 1018, 470]
anasxhmatismos-subhead: ΕΥΡΙΣ ΑΝΑΣΧΗΜΑΤΙΣΜΟΣ bbox=[46, 777, 182, 790]
body-paragraph: ΣΑΪΓΚΩΝ, 18. (Ρώυτερ). — Ό πρόεδρος τού Νοτίου Βιετνάμ κ. Τιέου προέτεινε χθές τήν ένοποίησιν τών δύο τμημάτων τής χώρας κατόπιν γενικών έκλογών, αί όποΐαι θά διεξαχθούν ύπό τήν έποπτείαν διεθνούς έπιτροπής έλέγχου. Ή πρότασις έγένετο είς άπάντησιν τών δηλώσεων τού Βορείου Βιετνάμ καί άναμένεται νά συζητηθή είς τάς έπομένας συνεδριάσεις τής διασκέψεως τών Παρισίων. bbox=[20, 1643, 414, 1745]
body-paragraph: ΣΑΪΓΚΩΝ, 18. (Ρώυτερ). — Ό πρόεδρος τού Νοτίου Βιετνάμ κ. Τιέου προέτεινε χθές τήν ένοποίησιν τών δύο τμημάτων τής χώρας κατόπιν γενικών έκλογών, αί όποΐαι θά διεξαχθούν ύπό τήν έποπτείαν διεθνούς έπιτροπής έλέγχου. Ή πρότασις έγένετο είς άπάντησιν τών δηλώσεων τού Βορείου Βιετνάμ καί άναμένεται νά συζητηθή είς τάς έπομένας συνεδριάσεις τής διασκέψεως τών Παρισίων. bbox=[1288, 1065, 1420, 1310]
hemorrhage-headline: ΚΙΝΔΥΝΕΥΕΙ ΝΑ ΑΠΟΘΑΝΗ ΕΚ ΤΗΣ ΑΙΜΟΡΡΑΓΙΑΣ ΔΙΟΤΙ ΣΤΕΡΕΙΤΑΙ ΑΝΤΙΠΑΘΕΙΑΝ ΠΡΟΣ ΤΑΣ ΕΝΕΣΕΙΣ bbox=[1288, 2041, 1560, 2090]
body-paragraph: ΣΑΪΓΚΩΝ, 18. (Ρώυτερ). — Ό πρόεδρος τού Νοτίου Βιετνάμ κ. Τιέου προέτεινε χθές τήν ένοποίησιν τών δύο τμημάτων τής χώρας κατόπιν γενικών έκλογών, αί όποΐαι θά διεξαχθούν ύπό τήν έποπτείαν διεθνούς έπιτροπής έλέγχου. Ή πρότασις έγένετο είς άπάντησιν τών δηλώσεων τού Βορείου Βιετνάμ καί άναμένεται νά συζητηθή είς τάς έπομένας συνεδριάσεις τής διασκέψεως τών Παρισίων. bbox=[617, 1593, 813, 1748]
moon-headline: ΑΠΑΓΟΡΕΥΕΤΑΙ Η ΚΑΤΟΧΗ ΤΗΣ ΣΕΛΗΝΗΣ bbox=[430, 1503, 598, 1527]
formosa-headline: ΔΕΝ ΑΝΑΜΕΝΟΝΤΑΙ ΚΑΤΑ ΤΗΝ ΦΟΡΜΟΖΑΝ ΣΟΒΑΡΑΙ ΣΟΒΙΕΤΟΚΙΝΕΖΙΚΑΙ ΣΥΓΚΡΟΥΣΕΙΣ bbox=[20, 1601, 414, 1641]
body-paragraph: ΣΑΪΓΚΩΝ, 18. (Ρώυτερ). — Ό πρόεδρος τού Νοτίου Βιετνάμ κ. Τιέου προέτεινε χθές τήν ένοποίησιν τών δύο τμημάτων τής χώρας κατόπιν γενικών έκλογών, αί όποΐαι θά διεξαχθούν ύπό τήν έποπτείαν διεθνούς έπιτροπής έλέγχου. Ή πρότασις έγένετο είς άπάντησιν τών δηλώσεων τού Βορείου Βιετνάμ καί άναμένεται νά συζητηθή είς τάς έπομένας συνεδριάσεις τής διασκέψεως τών Παρισίων. bbox=[617, 1942, 1018, 2297]
guantanamo-headline: ΕΠΙΚΥΡΩΘΗ Η ΚΑΤΑΔΙΚΗ ΤΟΥ ΠΕΡΙΟΔΙΚΟΥ ΤΟΥ ΚΑΤΑΡΓΗΘΕΝΤΟΣ ΤΟΥ ΓΚΟΛΝΤΟΥΟΤΕΡ bbox=[434, 1022, 594, 1071]
top-right-story bbox=[1024, 14, 1560, 181]
body-paragraph: ΣΑΪΓΚΩΝ, 18. (Ρώυτερ). — Ό πρόεδρος τού Νοτίου Βιετνάμ κ. Τιέου προέτεινε χθές τήν ένοποίησιν τών δύο τμημάτων τής χώρας κατόπιν γενικών έκλογών, αί όποΐαι θά διεξαχθούν ύπό τήν έποπτείαν διεθνούς έπιτροπής έλέγχου. Ή πρότασις έγένετο είς άπάντησιν τών δηλώσεων τού Βορείου Βιετνάμ καί άναμένεται νά συζητηθή είς τάς έπομένας συνεδριάσεις τής διασκέψεως τών Παρισίων. bbox=[222, 2068, 414, 2235]
body-paragraph: ΣΑΪΓΚΩΝ, 18. (Ρώυτερ). — Ό πρόεδρος τού Νοτίου Βιετνάμ κ. Τιέου προέτεινε χθές τήν ένοποίησιν τών δύο τμημάτων τής χώρας κατόπιν γενικών έκλογών, αί όποΐαι θά διεξαχθούν ύπό τήν έποπτείαν διεθνούς έπιτροπής έλέγχου. Ή πρότασις έγένετο είς άπάντησιν τών δηλώσεων τού Βορείου Βιετνάμ καί άναμένεται νά συζητηθή είς τάς έπομένας συνεδριάσεις τής διασκέψεως τών Παρισίων. bbox=[1288, 743, 1560, 962]
canal-subheadline: Αί άμερικανοσοβιετικαί συνομιλίαι θά συνεχισθοϋν είς τήν Ούάσιγκτων bbox=[1068, 130, 1516, 181]
body-paragraph: ΣΑΪΓΚΩΝ, 18. (Ρώυτερ). — Ό πρόεδρος τού Νοτίου Βιετνάμ κ. Τιέου προέτεινε χθές τήν ένοποίησιν τών δύο τμημάτων τής χώρας κατόπιν γενικών έκλογών, αί όποΐαι θά διεξαχθούν ύπό τήν έποπτείαν διεθνούς έπιτροπής έλέγχου. Ή πρότασις έγένετο είς άπάντησιν τών δηλώσεων τού Βορείου Βιετνάμ καί άναμένεται νά συζητηθή είς τάς έπομένας συνεδριάσεις τής διασκέψεως τών Παρισίων. bbox=[20, 602, 210, 771]
column-rule bbox=[1020, 14, 1021, 2311]
funeral-headline: ΚΗΔΕΙΑΙ bbox=[485, 2126, 542, 2143]
canal-body bbox=[1024, 193, 1560, 657]
pekin-subhead: ΑΠΕΡΓΙΑ ΠΕΙΝΗΣ bbox=[1246, 316, 1338, 328]
body-paragraph: ΣΑΪΓΚΩΝ, 18. (Ρώυτερ). — Ό πρόεδρος τού Νοτίου Βιετνάμ κ. Τιέου προέτεινε χθές τήν ένοποίησιν τών δύο τμημάτων τής χώρας κατόπιν γενικών έκλογών, αί όποΐαι θά διεξαχθούν ύπό τήν έποπτείαν bbox=[823, 2219, 1018, 2297]
body-paragraph: ΣΑΪΓΚΩΝ, 18. (Ρώυτερ). — Ό πρόεδρος τού Νοτίου Βιετνάμ κ. Τιέου προέτεινε χθές τήν ένοποίησιν τών δύο τμημάτων τής χώρας κατόπιν γενικών έκλογών, αί όποΐαι θά διεξαχθούν ύπό τήν έποπτείαν διεθνούς έπιτροπής έλέγχου. Ή πρότασις έγένετο είς άπάντησιν τών δηλώσεων τού Βορείου Βιετνάμ καί άναμένεται νά συζητηθή είς τάς έπομένας συνεδριάσεις τής διασκέψεως τών Παρισίων. bbox=[617, 1593, 1018, 1880]
body-paragraph: ΣΑΪΓΚΩΝ, 18. (Ρώυτερ). — Ό πρόεδρος τού Νοτίου Βιετνάμ κ. Τιέου προέτεινε χθές τήν ένοποίησιν τών δύο τμημάτων τής χώρας κατόπιν γενικών έκλογών, αί όποΐαι θά διεξαχθούν ύπό τήν έποπτείαν διεθνούς έπιτροπής έλέγχου. Ή πρότασις έγένετο είς άπάντησιν τών δηλώσεων τού Βορείου Βιετνάμ καί άναμένεται νά συζητηθή είς τάς έπομένας συνεδριάσεις τής διασκέψεως τών Παρισίων. bbox=[20, 1083, 212, 1250]
tour-story bbox=[20, 1972, 414, 2011]
ireland-story bbox=[1288, 665, 1560, 729]
prize-box bbox=[1024, 973, 1282, 1034]
biafra-headline: ΑΠΕΓΝΩΣΜΕΝΗ ΕΚΚΛΗΣΙΣ ΤΟΥ ΠΡΟΕΔΡΟΥ ΝΙΞΟΝ ΠΕΡΙ ΕΠΕΙΓΟΥΣΗΣ ΑΠΟΣΤΟΛΗΣ ΤΡΟΦΙΜΩΝ ΕΙΣ ΜΠΙΑΦΡΑΝ bbox=[1288, 1676, 1560, 1725]
gromyko-body bbox=[617, 256, 1018, 414]
franco-body bbox=[617, 749, 1018, 1067]
top-left-story bbox=[20, 14, 610, 166]
prize-headline: Ο ΓΚΡΟΜΥΚΟ ΕΛΑΒΕ ΤΟ ΒΡΑΒΕΙΟΝ ΛΕΝΙΝ ΕΠΙ ΤΗ 60Η ΕΠΕΤΕΙΩ ΤΩΝ ΓΕΝΕΘΛΙΩΝ ΤΟΥ bbox=[1040, 983, 1266, 1026]
gallic-story bbox=[20, 1012, 414, 1078]
body-paragraph: ΣΑΪΓΚΩΝ, 18. (Ρώυτερ). — Ό πρόεδρος τού Νοτίου Βιετνάμ κ. Τιέου προέτεινε χθές τήν ένοποίησιν τών δύο τμημάτων τής χώρας κατόπιν γενικών έκλογών, αί όποΐαι θά διεξαχθούν ύπό τήν έποπτείαν διεθνούς έπιτροπής έλέγχου. Ή πρότασις έγένετο είς άπάντησιν τών δηλώσεων τού Βορείου Βιετνάμ καί άναμένεται νά συζητηθή είς τάς έπομένας συνεδριάσεις τής διασκέψεως τών Παρισίων. bbox=[617, 256, 813, 411]
top-mid-story bbox=[617, 11, 1018, 158]
body-paragraph: ΣΑΪΓΚΩΝ, 18. (Ρώυτερ). — Ό πρόεδρος τού Νοτίου Βιετνάμ κ. Τιέου προέτεινε χθές τήν ένοποίησιν τών δύο τμημάτων τής χώρας κατόπιν γενικών έκλογών, αί όποΐαι bbox=[823, 1179, 1018, 1243]
eec-headline: ΑΠΕΦΑΣΙΣΘΗ Η ΧΡΗΜΑΤΟΔΟΤΗΣΙΣ ΤΗΣ ΚΟΙΝΟΠΡΑΞΙΑΣ ΒΙΟΜΗΧΑΝΩΝ ΚΑΙ ΕΞΑΓΩΓΕΩΝ ΡΗΤΙΝΙΚΩΝ ΠΡΟ·Ι·ΟΝΤΩΝ bbox=[617, 1546, 1018, 1584]
melbourne-story bbox=[617, 1073, 1018, 1125]
biafra-body bbox=[1288, 1739, 1560, 2035]
plane-box bbox=[418, 1258, 610, 1312]
body-paragraph: ΣΑΪΓΚΩΝ, 18. (Ρώυτερ). — Ό πρόεδρος τού Νοτίου Βιετνάμ κ. Τιέου προέτεινε χθές τήν ένοποίησιν τών δύο τμημάτων τής χώρας κατόπιν γενικών έκλογών, αί όποΐαι θά διεξαχθούν ύπό τήν έποπτείαν διεθνούς έπιτροπής έλέγχου. Ή πρότασις έγένετο είς άπάντησιν τών δηλώσεων τού Βορείου Βιετνάμ καί άναμένεται νά συζητηθή είς τάς έπομένας συνεδριάσεις τής διασκέψεως τών Παρισίων. bbox=[1024, 731, 1282, 847]
body-paragraph: ΣΑΪΓΚΩΝ, 18. (Ρώυτερ). — Ό πρόεδρος τού Νοτίου Βιετνάμ κ. Τιέου προέτεινε χθές τήν ένοποίησιν τών δύο τμημάτων τής χώρας κατόπιν γενικών έκλογών, αί όποΐαι θά διεξαχθούν ύπό τήν έποπτείαν διεθνούς έπιτροπής έλέγχου. Ή πρότασις έγένετο είς άπάντησιν τών δηλώσεων τού Βορείου Βιετνάμ καί άναμένεται νά συζητηθή είς τάς έπομένας συνεδριάσεις τής διασκέψεως τών Παρισίων. bbox=[1024, 1215, 1282, 1331]
body-paragraph: ΣΑΪΓΚΩΝ, 18. (Ρώυτερ). — Ό πρόεδρος τού Νοτίου Βιετνάμ κ. Τιέου προέτεινε χθές τήν ένοποίησιν τών δύο τμημάτων τής χώρας κατόπιν γενικών έκλογών, αί όποΐαι θά διεξαχθούν ύπό τήν έποπτείαν διεθνούς έπιτροπής έλέγχου. Ή πρότασις έγένετο είς άπάντησιν τών δηλώσεων τού Βορείου Βιετνάμ καί άναμένεται νά συζητηθή είς τάς έπομένας συνεδριάσεις τής διασκέψεως τών Παρισίων. bbox=[418, 1952, 610, 2121]
body-paragraph: ΣΑΪΓΚΩΝ, 18. (Ρώυτερ). — Ό πρόεδρος τού Νοτίου Βιετνάμ κ. Τιέου προέτεινε χθές τήν ένοποίησιν τών δύο τμημάτων τής χώρας κατόπιν γενικών έκλογών, αί όποΐαι θά διεξαχθούν ύπό τήν έποπτείαν διεθνούς έπιτροπής έλέγχου. Ή πρότασις έγένετο είς άπάντησιν τών δηλώσεων τού Βορείου Βιετνάμ καί άναμένεται νά συζητηθή είς τάς έπομένας συνεδριάσεις τής διασκέψεως τών Παρισίων. bbox=[823, 256, 1018, 411]
body-paragraph: ΣΑΪΓΚΩΝ, 18. (Ρώυτερ). — Ό πρόεδρος τού Νοτίου Βιετνάμ κ. Τιέου προέτεινε χθές τήν ένοποίησιν τών δύο τμημάτων τής χώρας bbox=[1428, 1949, 1560, 2026]
italy-subheadline: ΟΥΔΕΙΣ ΑΣΧΟΛΕΙΤΑΙ ΜΕ ΤΗΝ ΠΟΛΙΤΙΚΗΝ bbox=[1052, 707, 1254, 718]
italy-headline: Η ΙΤΑΛΙΚΗ ΚΡΙΣΙΣ ΘΑ ΕΠΙΛΥΘΗ ΜΕΤΑ ΤΗΝ ΛΗΞΙΝ ΤΟΥ «ΑΠΟΛΛΩΝ 11» bbox=[1039, 674, 1267, 704]
body-paragraph: ΣΑΪΓΚΩΝ, 18. (Ρώυτερ). — Ό πρόεδρος τού Νοτίου Βιετνάμ κ. Τιέου προέτεινε χθές τήν ένοποίησιν τών δύο τμημάτων τής χώρας κατόπιν γενικών έκλογών, αί όποΐαι θά διεξαχθούν ύπό τήν έποπτείαν διεθνούς έπιτροπής έλέγχου. Ή πρότασις έγένετο είς άπάντησιν τών δηλώσεων τού Βορείου Βιετνάμ καί άναμένεται νά συζητηθή είς τάς έπομένας συνεδριάσεις τής διασκέψεως τών Παρισίων. bbox=[1024, 193, 1379, 644]
guantanamo-box bbox=[418, 1012, 610, 1078]
paris-body bbox=[617, 1942, 1018, 2309]
body-paragraph: ΣΑΪΓΚΩΝ, 18. (Ρώυτερ). — Ό πρόεδρος τού Νοτίου Βιετνάμ κ. Τιέου προέτεινε χθές τήν ένοποίησιν τών δύο τμημάτων τής χώρας κατόπιν γενικών έκλογών, αί όποΐαι θά διεξαχθούν ύπό τήν έποπτείαν διεθνούς έπιτροπής έλέγχου. Ή πρότασις έγένετο είς άπάντησιν τών δηλώσεων τού Βορείου Βιετνάμ καί άναμένεται νά συζητηθή είς τάς έπομένας συνεδριάσεις τής διασκέψεως τών Παρισίων. bbox=[1388, 278, 1560, 459]
bombing-story bbox=[20, 371, 610, 409]
body-paragraph: ΣΑΪΓΚΩΝ, 18. (Ρώυτερ). — Ό πρόεδρος τού Νοτίου Βιετνάμ κ. Τιέου προέτεινε χθές τήν ένοποίησιν τών δύο τμημάτων τής χώρας κατόπιν γενικών έκλογών, αί όποΐαι θά διεξαχθούν ύπό τήν έποπτείαν διεθνούς έπιτροπής έλέγχου. Ή bbox=[1428, 2158, 1560, 2300]
body-paragraph: ΣΑΪΓΚΩΝ, 18. (Ρώυτερ). — Ό πρόεδρος τού Νοτίου Βιετνάμ κ. Τιέου προέτεινε χθές τήν ένοποίησιν τών δύο τμημάτων τής χώρας κατόπιν γενικών έκλογών, αί όποΐαι θά διεξαχθούν ύπό τήν έποπτείαν διεθνούς έπιτροπής έλέγχου. Ή πρότασις έγένετο είς άπάντησιν τών δηλώσεων τού Βορείου Βιετνάμ καί άναμένεται νά συζητηθή είς τάς έπομένας συνεδριάσεις τής διασκέψεως τών Παρισίων. bbox=[419, 724, 610, 891]
cinema-story bbox=[20, 1759, 414, 1798]
body-paragraph: ΣΑΪΓΚΩΝ, 18. (Ρώυτερ). — Ό πρόεδρος τού Νοτίου Βιετνάμ κ. Τιέου προέτεινε χθές τήν ένοποίησιν τών δύο τμημάτων τής χώρας κατόπιν γενικών έκλογών, αί όποΐαι θά διεξαχθούν ύπό τήν έποπτείαν διεθνούς έπιτροπής έλέγχου. Ή πρότασις έγένετο είς άπάντησιν τών δηλώσεων τού Βορείου Βιετνάμ καί άναμένεται νά συζητηθή είς τάς έπομένας συνεδριάσεις τής διασκέψεως τών Παρισίων. bbox=[1024, 1685, 1282, 1801]
body-paragraph: ΣΑΪΓΚΩΝ, 18. (Ρώυτερ). — Ό πρόεδρος τού Νοτίου Βιετνάμ κ. Τιέου προέτεινε χθές τήν ένοποίησιν τών δύο τμημάτων τής χώρας κατόπιν γενικών έκλογών, αί όποΐαι θά διεξαχθούν ύπό τήν έποπτείαν διεθνούς έπιτροπής έλέγχου. Ή πρότασις έγένετο είς άπάντησιν τών δηλώσεων τού Βορείου Βιετνάμ καί άναμένεται νά bbox=[222, 1829, 414, 1958]
right-narrow-column bbox=[1024, 665, 1282, 2311]
body-paragraph: ΣΑΪΓΚΩΝ, 18. (Ρώυτερ). — Ό πρόεδρος τού Νοτίου Βιετνάμ κ. Τιέου προέτεινε χθές τήν ένοποίησιν τών δύο τμημάτων τής χώρας κατόπιν γενικών έκλογών, αί όποΐαι θά διεξαχθούν ύπό τήν έποπτείαν διεθνούς έπιτροπής έλέγχου. Ή πρότασις έγένετο είς άπάντησιν τών δηλώσεων τού Βορείου Βιετνάμ καί άναμένεται νά συζητηθή είς τάς έπομένας συνεδριάσεις τής διασκέψεως τών Παρισίων. bbox=[20, 1083, 414, 1395]
body-paragraph: ΣΑΪΓΚΩΝ, 18. (Ρώυτερ). — Ό πρόεδρος τού Νοτίου Βιετνάμ κ. Τιέου προέτεινε χθές τήν ένοποίησιν τών δύο τμημάτων τής χώρας κατόπιν γενικών έκλογών, αί όποΐαι θά διεξαχθούν ύπό τήν έποπτείαν διεθνούς έπιτροπής έλέγχου. Ή πρότασις έγένετο είς άπάντησιν τών δηλώσεων τού Βορείου Βιετνάμ καί άναμένεται νά συζητηθή είς τάς έπομένας συνεδριάσεις τής διασκέψεως τών Παρισίων. bbox=[418, 1318, 610, 1486]
plane-headline: ΕΠΙΒΑΤΗΣ ΔΗΜΙΟΥΡΓΕΙ ΕΠΕΙΣΟΔΙΟΝ ΕΝΤΟΣ ΑΕΡΟΠΛΑΝΟΥ bbox=[452, 1269, 576, 1305]
arrests-subhead: ΣΥΛΛΗΨΕΙΣ bbox=[1261, 517, 1323, 529]
body-paragraph: ΣΑΪΓΚΩΝ, 18. (Ρώυτερ). — Ό πρόεδρος τού Νοτίου Βιετνάμ κ. Τιέου προέτεινε χθές τήν ένοποίησιν τών δύο τμημάτων τής χώρας κατόπιν γενικών έκλογών, αί όποΐαι θά διεξαχθούν ύπό τήν έποπτείαν διεθνούς έπιτροπής έλέγχου. Ή πρότασις έγένετο είς άπάντησιν τών δηλώσεων τού Βορείου Βιετνάμ καί άναμένεται νά συζητηθή είς τάς έπομένας συνεδριάσεις τής διασκέψεως τών Παρισίων. bbox=[617, 907, 813, 1062]
students-subheadline: ΔΙΑΦΩΝΟΥΣΑΝ ΜΕ ΤΟΝ ΜΑΟ ΤΣΕ bbox=[241, 554, 389, 565]
paris-headline: ΝΕΑΡΑ ΠΟΡΤΟΓΑΛΙΣ ΑΝΕΥΡΕΘΗ ΑΙΜΟΦΥΡΤΟΣ ΜΕ ΜΙΑΝ ΣΦΑΙΡΑΝ ΕΙΣ ΤΗΝ ΚΕΦΑΛΗΝ ΤΗΣ bbox=[617, 1895, 1018, 1933]
gallic-headline: ΓΑΛΛΟΣ ΚΑΚΟΠΟΙΟΣ ΕΦΟΝΕΥΣΕΝ ΕΙΣ ΤΑΞΙ ΝΕΑΡΑΝ ΥΠΑΝΔΡΟΝ ΔΙΑ ΝΑ ΤΗΝ ΛΗΣΤΕΥΣΗ bbox=[20, 1012, 414, 1053]
guards-story bbox=[20, 1424, 414, 1463]
body-paragraph: ΣΑΪΓΚΩΝ, 18. (Ρώυτερ). — Ό πρόεδρος τού Νοτίου Βιετνάμ κ. Τιέου προέτεινε χθές τήν ένοποίησιν τών δύο τμημάτων τής χώρας κατόπιν γενικών έκλογών, αί όποΐαι θά διεξαχθούν ύπό τήν έποπτείαν διεθνούς έπιτροπής έλέγχου. Ή πρότασις έγένετο είς άπάντησιν τών δηλώσεων τού Βορείου Βιετνάμ καί άναμένεται νά συζητηθή είς τάς έπομένας συνεδριάσεις τής διασκέψεως τών Παρισίων. bbox=[1024, 1390, 1282, 1507]
vietnam-subheadline: Υπό τήν έποπτείαν έπιτροπής έλέγχου εις άμφότερα τά τμήματα τής χώρας bbox=[74, 114, 554, 166]
eec-story bbox=[617, 1546, 1018, 1584]
body-paragraph: ΣΑΪΓΚΩΝ, 18. (Ρώυτερ). — Ό πρόεδρος τού Νοτίου Βιετνάμ κ. Τιέου προέτεινε χθές τήν ένοποίησιν τών δύο τμημάτων τής χώρας κατόπιν γενικών έκλογών, αί όποΐαι θά διεξαχθούν ύπό τήν έποπτείαν διεθνούς έπιτροπής έλέγχου. Ή πρότασις έγένετο είς άπάντησιν τών δηλώσεων τού Βορείου Βιετνάμ καί άναμένεται νά συζητηθή είς τάς έπομένας συνεδριάσεις τής διασκέψεως τών Παρισίων. bbox=[219, 578, 410, 746]
body-paragraph: ΣΑΪΓΚΩΝ, 18. (Ρώυτερ). — Ό πρόεδρος τού Νοτίου Βιετνάμ κ. Τιέου προέτεινε χθές τήν ένοποίησιν τών δύο τμημάτων τής χώρας κατόπιν γενικών έκλογών, αί όποΐαι θά διεξαχθούν ύπό τήν έποπτείαν διεθνούς έπιτροπής έλέγχου. Ή πρότασις έγένετο είς άπάντησιν τών δηλώσεων τού Βορείου Βιετνάμ καί άναμένεται νά συζητηθή είς τάς έπομένας συνεδριάσεις τής διασκέψεως τών Παρισίων. bbox=[823, 749, 1018, 904]
students-headline: ΔΥΟ ΦΟΙΤΗΤΑΙ ΕΞΕΤΕΛΕΣΘΗΣΑΝ ΕΙΣ ΠΕΚΙΝΟΝ bbox=[247, 507, 383, 551]
body-paragraph: ΣΑΪΓΚΩΝ, 18. (Ρώυτερ). — Ό πρόεδρος τού Νοτίου Βιετνάμ κ. Τιέου προέτεινε χθές τήν ένοποίησιν τών δύο τμημάτων τής χώρας κατόπιν γενικών έκλογών, αί όποΐαι θά διεξαχθούν ύπό τήν έποπτείαν διεθνούς έπιτροπής έλέγχου. Ή πρότασις έγένετο είς άπάντησιν τών δηλώσεων τού Βορείου Βιετνάμ καί άναμένεται νά συζητηθή είς τάς έπομένας συνεδριάσεις τής διασκέψεως τών Παρισίων. bbox=[1428, 1065, 1560, 1310]
nato-headline: ΘΑ ΑΦΙΧΘΗ ΕΙΣ ΑΘΗΝΑΣ ΔΙ' ΕΠΙΣΗΜΟΝ ΕΠΙΣΚΕΨΙΝ Ο ΝΕΟΣ ΔΙΟΙΚΗΤΗΣ ΤΩΝ ΔΥΝΑΜΕΩΝ ΤΟΥ ΝΑΤΟ bbox=[428, 481, 602, 539]
